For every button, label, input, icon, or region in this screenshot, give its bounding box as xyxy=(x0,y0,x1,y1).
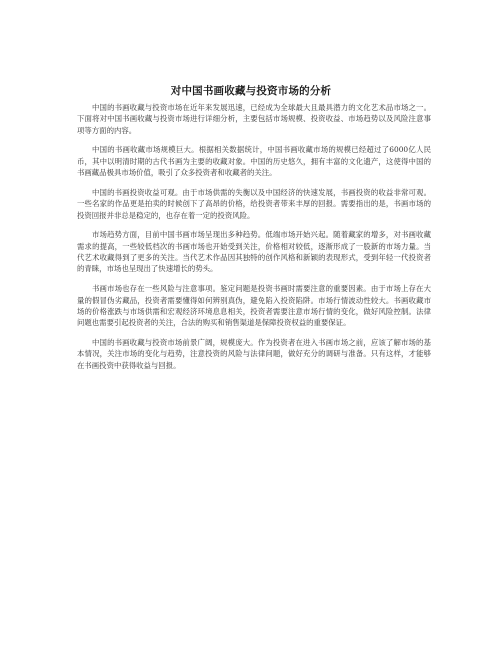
paragraph-intro: 中国的书画收藏与投资市场在近年来发展迅速，已经成为全球最大且最具潜力的文化艺术品市场之一。下面将对中国书画收藏与投资市场进行详细分析，主要包括市场规模、投资收益、市场趋势以及风险注意事项等方面的内容。 xyxy=(77,103,431,135)
paragraph-market-size: 中国的书画收藏市场规模巨大。根据相关数据统计，中国书画收藏市场的规模已经超过了6000亿人民币，其中以明清时期的古代书画为主要的收藏对象。中国的历史悠久，拥有丰富的文化遗产，这使得中国的书画藏品极具市场价值，吸引了众多投资者和收藏者的关注。 xyxy=(77,145,431,178)
paragraph-risks: 书画市场也存在一些风险与注意事项。鉴定问题是投资书画时需要注意的重要因素。由于市场上存在大量的假冒伪劣藏品，投资者需要懂得如何辨别真伪，避免陷入投资陷阱。市场行情波动性较大。书画收藏市场的价格涨跌与市场供需和宏观经济环境息息相关，投资者需要注意市场行情的变化，做好风险控制。法律问题也需要引起投资者的关注，合法的购买和销售渠道是保障投资权益的重要保证。 xyxy=(77,284,431,328)
paragraph-conclusion: 中国的书画收藏与投资市场前景广阔，规模庞大。作为投资者在进入书画市场之前，应该了解市场的基本情况，关注市场的变化与趋势，注意投资的风险与法律问题，做好充分的调研与准备。只有这样，才能够在书画投资中获得收益与回报。 xyxy=(77,338,431,370)
paragraph-market-trends: 市场趋势方面，目前中国书画市场呈现出多种趋势。低端市场开始兴起。随着藏家的增多，对书画收藏需求的提高，一些较低档次的书画市场也开始受到关注，价格相对较低，逐渐形成了一股新的市场力量。当代艺术收藏得到了更多的关注。当代艺术作品因其独特的创作风格和新颖的表现形式，受到年轻一代投资者的青睐，市场也呈现出了快速增长的势头。 xyxy=(77,230,431,274)
page-title: 对中国书画收藏与投资市场的分析 xyxy=(170,85,332,97)
paragraph-investment-return: 中国的书画投资收益可观。由于市场供需的失衡以及中国经济的快速发展，书画投资的收益非常可观。一些名家的作品更是拍卖的时候创下了高昂的价格，给投资者带来丰厚的回报。需要指出的是，书画市场的投资回报并非总是稳定的，也存在着一定的投资风险。 xyxy=(77,187,431,220)
document-body xyxy=(77,102,431,380)
